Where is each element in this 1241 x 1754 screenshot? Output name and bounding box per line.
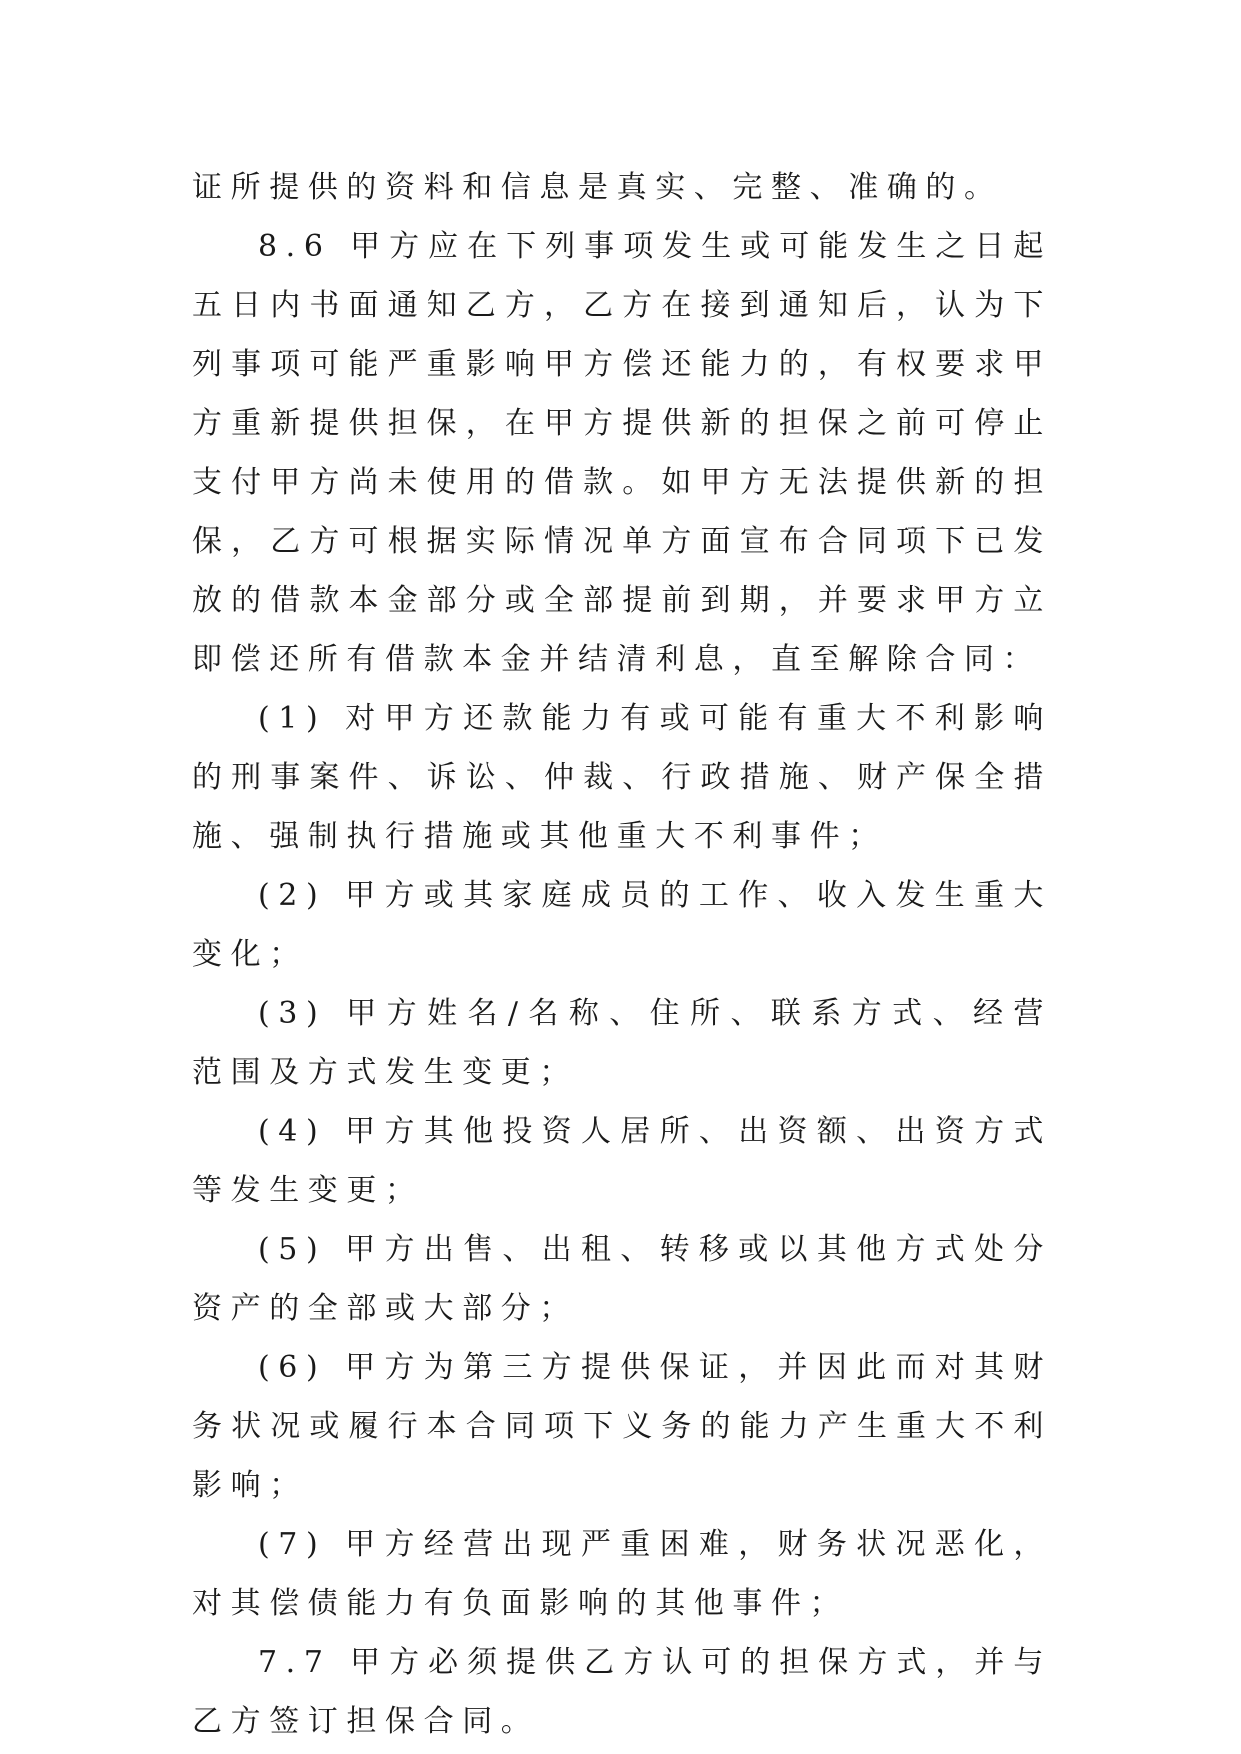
paragraph-continuation: 证所提供的资料和信息是真实、完整、准确的。: [192, 170, 1003, 205]
list-item-6: (6) 甲方为第三方提供保证，并因此而对其财务状况或履行本合同项下义务的能力产生重大不利影响；: [192, 1350, 1052, 1503]
list-item-2: (2) 甲方或其家庭成员的工作、收入发生重大变化；: [192, 878, 1052, 972]
list-item-7: (7) 甲方经营出现严重困难，财务状况恶化，对其偿债能力有负面影响的其他事件；: [192, 1527, 1052, 1621]
clause-8-6: 8.6 甲方应在下列事项发生或可能发生之日起五日内书面通知乙方，乙方在接到通知后，认为下列事项可能严重影响甲方偿还能力的，有权要求甲方重新提供担保，在甲方提供新的担保之前可停止支付甲方尚未使用的借款。如甲方无法提供新的担保，乙方可根据实际情况单方面宣布合同项下已发放的借款本金部分或全部提前到期，并要求甲方立即偿还所有借款本金并结清利息，直至解除合同：: [192, 229, 1052, 677]
list-item-3: (3) 甲方姓名/名称、住所、联系方式、经营范围及方式发生变更；: [192, 996, 1052, 1090]
clause-7-7: 7.7 甲方必须提供乙方认可的担保方式，并与乙方签订担保合同。: [192, 1645, 1052, 1739]
document-body: [192, 158, 1052, 1751]
list-item-4: (4) 甲方其他投资人居所、出资额、出资方式等发生变更；: [192, 1114, 1052, 1208]
list-item-1: (1) 对甲方还款能力有或可能有重大不利影响的刑事案件、诉讼、仲裁、行政措施、财产保全措施、强制执行措施或其他重大不利事件；: [192, 701, 1052, 854]
list-item-5: (5) 甲方出售、出租、转移或以其他方式处分资产的全部或大部分；: [192, 1232, 1052, 1326]
